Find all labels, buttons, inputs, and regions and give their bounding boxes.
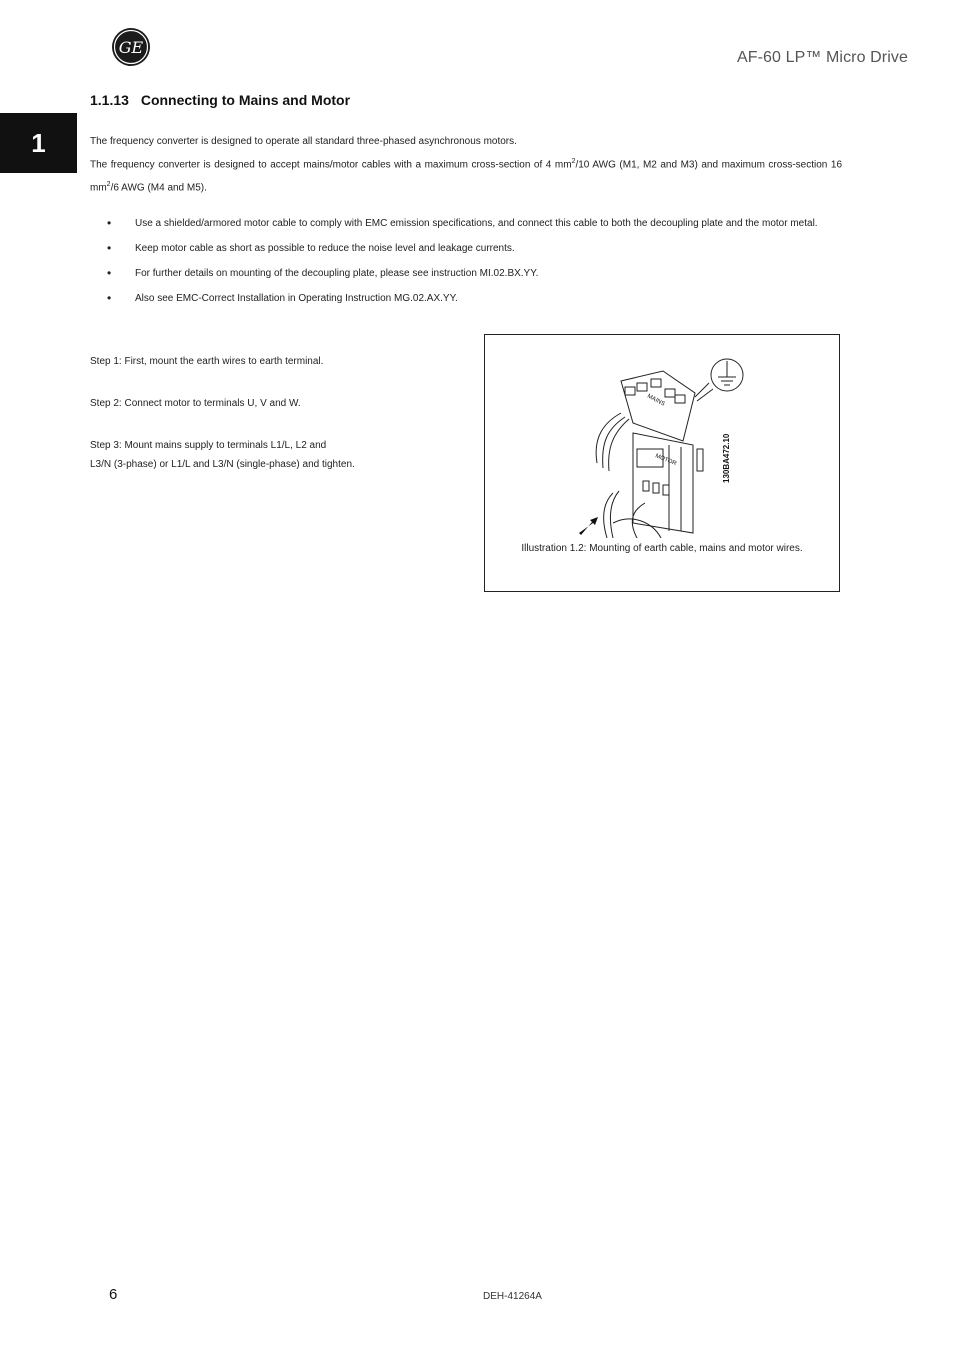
step-2: Step 2: Connect motor to terminals U, V and W.	[90, 398, 301, 409]
document-code: DEH-41264A	[483, 1291, 542, 1302]
section-heading	[90, 92, 350, 108]
intro-text-a: The frequency converter is designed to accept mains/motor cables with a maximum cross-section of 4 mm	[90, 159, 572, 171]
bullet-icon: •	[107, 266, 112, 280]
step-3-line-2: L3/N (3-phase) or L1/L and L3/N (single-phase) and tighten.	[90, 459, 355, 470]
list-item-text: Keep motor cable as short as possible to reduce the noise level and leakage currents.	[135, 243, 515, 254]
intro-paragraph-2	[90, 152, 842, 199]
wiring-illustration	[573, 353, 753, 538]
list-item-text: Also see EMC-Correct Installation in Operating Instruction MG.02.AX.YY.	[135, 293, 458, 304]
svg-text:GE: GE	[118, 38, 144, 57]
intro-text-c: /6 AWG (M4 and M5).	[110, 182, 207, 194]
step-1: Step 1: First, mount the earth wires to earth terminal.	[90, 356, 324, 367]
list-item-text: Use a shielded/armored motor cable to comply with EMC emission specifications, and connect this cable to both the decoupling plate and the motor metal.	[135, 218, 818, 229]
superscript: 2	[571, 158, 576, 165]
superscript: 2	[106, 181, 111, 189]
list-item	[90, 214, 842, 233]
motor-label: MOTOR	[654, 453, 678, 468]
list-item-text: For further details on mounting of the decoupling plate, please see instruction MI.02.BX.YY.	[135, 268, 539, 279]
list-item	[90, 239, 842, 258]
page-number: 6	[109, 1286, 118, 1303]
illustration-box	[484, 334, 840, 592]
intro-line-1: The frequency converter is designed to operate all standard three-phased asynchronous motors.	[90, 136, 517, 147]
figure-caption: Illustration 1.2: Mounting of earth cable, mains and motor wires.	[521, 543, 803, 554]
bullet-list	[90, 214, 842, 314]
section-title: Connecting to Mains and Motor	[140, 92, 351, 108]
figure-code: 130BA472.10	[722, 433, 731, 483]
list-item	[90, 264, 842, 283]
section-number: 1.1.13	[90, 92, 129, 108]
bullet-icon: •	[107, 291, 112, 305]
product-title: AF-60 LP™ Micro Drive	[736, 49, 908, 66]
list-item	[90, 289, 842, 308]
ge-logo	[111, 27, 151, 67]
mains-label: MAINS	[646, 393, 666, 408]
bullet-icon: •	[107, 216, 112, 230]
chapter-tab: 1	[0, 113, 77, 173]
intro-text-b: /10 AWG (M1, M2 and M3) and maximum cross-section 16 mm	[90, 159, 843, 194]
bullet-icon: •	[107, 241, 112, 255]
step-3-line-1: Step 3: Mount mains supply to terminals L1/L, L2 and	[90, 440, 327, 451]
